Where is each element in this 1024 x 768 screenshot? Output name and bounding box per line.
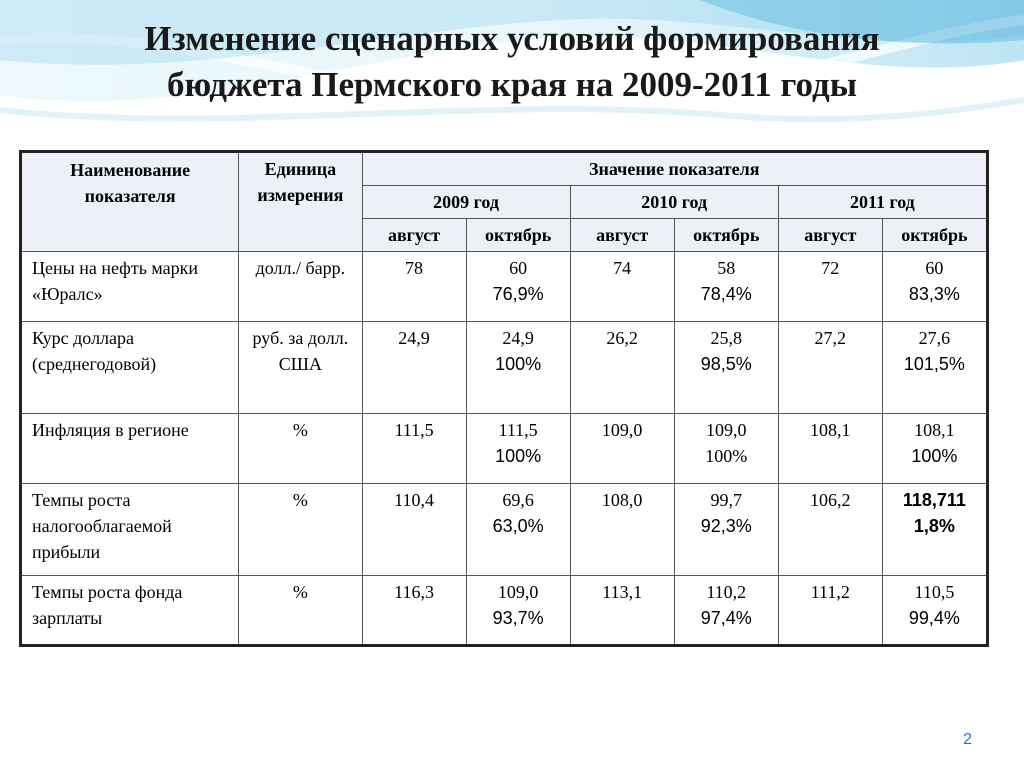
value: 109,0 [705, 420, 747, 440]
value-cell [778, 252, 882, 322]
value-cell [882, 484, 987, 576]
percent: 76,9% [492, 284, 544, 304]
value: 108,0 [601, 490, 643, 510]
value: 27,6 [918, 328, 951, 348]
row-name: Инфляция в регионе [21, 414, 239, 484]
row-name: Цены на нефть марки «Юралс» [21, 252, 239, 322]
value: 74 [613, 258, 632, 278]
value-cell [674, 576, 778, 646]
page-number: 2 [963, 731, 972, 748]
value: 69,6 [502, 490, 534, 510]
table-row-oil-price [21, 252, 988, 322]
table-row-taxable-profit [21, 484, 988, 576]
percent: 93,7% [492, 608, 544, 628]
value: 99,7 [710, 490, 742, 510]
value: 116,3 [394, 582, 434, 602]
percent: 92,3% [700, 516, 752, 536]
header-indicator-value: Значение показателя [362, 152, 987, 186]
value-cell [882, 414, 987, 484]
value-cell [674, 484, 778, 576]
value-cell [882, 252, 987, 322]
value-cell [570, 252, 674, 322]
value-cell [674, 252, 778, 322]
value-cell [570, 576, 674, 646]
row-unit: % [239, 576, 362, 646]
row-unit: % [239, 414, 362, 484]
value: 24,9 [502, 328, 534, 348]
value: 113,1 [602, 582, 643, 602]
value: 110,4 [394, 490, 434, 510]
value-cell [466, 252, 570, 322]
header-unit: Единица измерения [239, 152, 362, 252]
header-indicator-name: Наименование показателя [21, 152, 239, 252]
value-cell [362, 322, 466, 414]
percent: 97,4% [700, 608, 752, 628]
value-cell [674, 414, 778, 484]
percent: 100% [911, 446, 958, 466]
value-cell [778, 414, 882, 484]
value-cell [778, 484, 882, 576]
value-cell [466, 484, 570, 576]
percent: 78,4% [700, 284, 752, 304]
value: 118,711 1,8% [902, 490, 966, 536]
value: 110,5 [914, 582, 955, 602]
header-month: октябрь [674, 219, 778, 252]
value: 27,2 [814, 328, 847, 348]
value: 58 [717, 258, 736, 278]
value-cell [466, 576, 570, 646]
value: 60 [925, 258, 944, 278]
header-year-2010: 2010 год [570, 186, 778, 219]
value-cell [362, 414, 466, 484]
percent: 100% [495, 446, 542, 466]
value: 111,5 [394, 420, 434, 440]
value: 60 [509, 258, 528, 278]
title-line-2: бюджета Пермского края на 2009-2011 годы [166, 65, 858, 104]
header-year-2009: 2009 год [362, 186, 570, 219]
table-row-inflation [21, 414, 988, 484]
table-row-wage-fund [21, 576, 988, 646]
percent: 100% [705, 446, 748, 466]
value: 108,1 [914, 420, 955, 440]
value-cell [466, 414, 570, 484]
percent: 98,5% [700, 354, 752, 374]
value: 109,0 [497, 582, 539, 602]
header-month: август [570, 219, 674, 252]
value-cell [778, 322, 882, 414]
header-month: август [362, 219, 466, 252]
value-cell [570, 484, 674, 576]
percent: 101,5% [903, 354, 965, 374]
value: 72 [821, 258, 840, 278]
value-cell [882, 322, 987, 414]
row-unit: % [239, 484, 362, 576]
percent: 100% [495, 354, 542, 374]
value: 24,9 [398, 328, 430, 348]
value-cell [362, 576, 466, 646]
title-line-1: Изменение сценарных условий формирования [144, 19, 880, 58]
budget-scenario-table [19, 150, 989, 647]
value-cell [570, 322, 674, 414]
row-name: Темпы роста налогооблагаемой прибыли [21, 484, 239, 576]
value: 106,2 [810, 490, 851, 510]
row-unit: долл./ барр. [239, 252, 362, 322]
percent: 99,4% [908, 608, 960, 628]
percent: 83,3% [908, 284, 960, 304]
row-unit: руб. за долл. США [239, 322, 362, 414]
value: 108,1 [810, 420, 851, 440]
value-cell [570, 414, 674, 484]
value: 25,8 [710, 328, 742, 348]
value-cell [466, 322, 570, 414]
header-month: октябрь [466, 219, 570, 252]
table-row-dollar-rate [21, 322, 988, 414]
header-year-2011: 2011 год [778, 186, 987, 219]
header-month: октябрь [882, 219, 987, 252]
value: 109,0 [601, 420, 643, 440]
value: 111,2 [810, 582, 850, 602]
row-name: Темпы роста фонда зарплаты [21, 576, 239, 646]
value-cell [674, 322, 778, 414]
header-month: август [778, 219, 882, 252]
value-cell [778, 576, 882, 646]
header-row-1 [21, 152, 988, 186]
value-cell [882, 576, 987, 646]
value-cell [362, 484, 466, 576]
row-name: Курс доллара (среднегодовой) [21, 322, 239, 414]
slide-title [0, 16, 1024, 108]
value: 110,2 [706, 582, 747, 602]
percent: 63,0% [492, 516, 544, 536]
value: 26,2 [606, 328, 638, 348]
value: 111,5 [498, 420, 538, 440]
value-cell [362, 252, 466, 322]
value: 78 [405, 258, 424, 278]
